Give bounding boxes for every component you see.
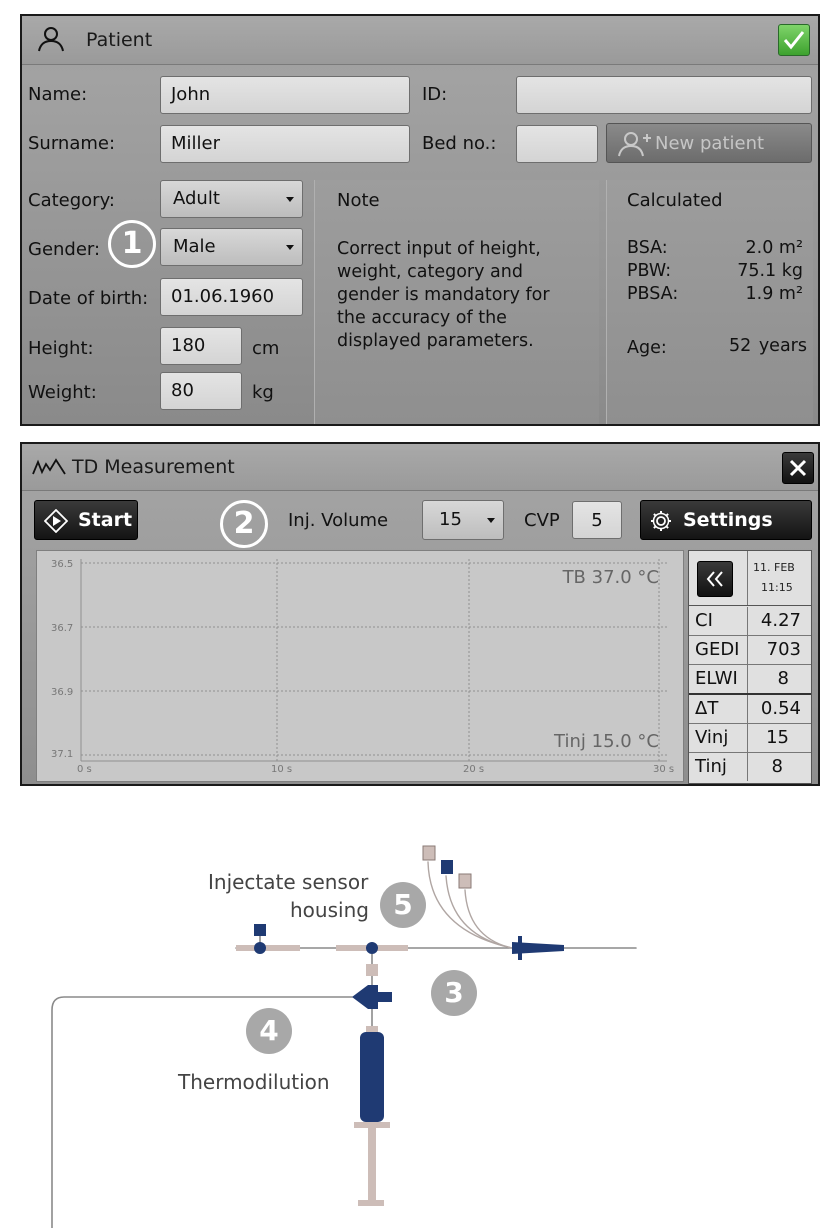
table-row — [689, 753, 811, 782]
callout-badge-2: 2 — [220, 500, 268, 548]
new-patient-label: New patient — [655, 133, 765, 154]
chevron-down-icon — [286, 245, 294, 250]
x-tick-label: 20 s — [463, 764, 485, 775]
stopcock-left — [254, 924, 266, 936]
note-title: Note — [337, 190, 380, 211]
row-label: GEDI — [695, 639, 740, 660]
inj-volume-dropdown[interactable] — [422, 500, 504, 540]
surname-label: Surname: — [28, 133, 116, 154]
close-icon — [783, 453, 813, 483]
gender-dropdown[interactable] — [160, 228, 303, 266]
note-line: the accuracy of the — [337, 308, 507, 328]
calculated-title: Calculated — [627, 190, 723, 211]
date-divider — [747, 551, 748, 605]
gender-label: Gender: — [28, 239, 101, 260]
id-label: ID: — [422, 84, 448, 105]
patient-panel — [20, 14, 820, 426]
patient-title: Patient — [86, 29, 153, 51]
start-button[interactable] — [34, 500, 138, 540]
category-value: Adult — [173, 188, 220, 209]
weight-unit: kg — [252, 382, 274, 403]
bed-field[interactable] — [516, 125, 598, 163]
height-field[interactable]: 180 — [160, 327, 242, 365]
tinj-label: Tinj 15.0 °C — [554, 731, 659, 752]
x-tick-label: 10 s — [271, 764, 293, 775]
note-text — [337, 238, 550, 353]
chevron-down-icon — [286, 197, 294, 202]
injectate-label-line1: Injectate sensor — [208, 870, 369, 894]
table-row — [689, 636, 811, 665]
row-value: 8 — [771, 756, 783, 777]
y-tick-label: 37.1 — [51, 749, 74, 760]
sensor-tube — [465, 890, 512, 948]
table-divider — [689, 605, 811, 606]
thermodilution-cable — [52, 997, 352, 1228]
callout-badge-3: 3 — [431, 970, 477, 1016]
pbw-label: PBW: — [627, 261, 672, 281]
results-table — [688, 550, 812, 784]
id-field[interactable] — [516, 76, 812, 114]
start-label: Start — [78, 509, 133, 531]
double-chevron-left-icon — [698, 562, 732, 596]
row-label: CI — [695, 610, 713, 631]
callout-badge-5: 5 — [380, 882, 426, 928]
name-field[interactable]: John — [160, 76, 410, 114]
new-patient-button[interactable] — [606, 123, 812, 163]
row-label: Tinj — [695, 756, 727, 777]
name-label: Name: — [28, 84, 88, 105]
weight-field[interactable]: 80 — [160, 372, 242, 410]
row-value: 4.27 — [760, 610, 801, 631]
table-row — [689, 724, 811, 753]
note-line: gender is mandatory for — [337, 285, 550, 305]
confirm-button[interactable] — [778, 24, 810, 56]
age-unit: years — [758, 336, 807, 356]
bsa-label: BSA: — [627, 238, 668, 258]
calculated-panel — [606, 180, 813, 424]
callout-badge-4: 4 — [246, 1008, 292, 1054]
pbw-value: 75.1 kg — [737, 261, 803, 281]
row-value: 0.54 — [760, 698, 801, 719]
category-dropdown[interactable] — [160, 180, 303, 218]
inj-volume-value: 15 — [439, 509, 462, 530]
td-title: TD Measurement — [72, 456, 235, 478]
add-person-icon — [615, 131, 655, 157]
gender-value: Male — [173, 236, 216, 257]
date-line: 11. FEB — [753, 561, 795, 574]
dob-label: Date of birth: — [28, 288, 149, 309]
row-value: 703 — [766, 639, 801, 660]
table-row — [689, 607, 811, 636]
row-value: 15 — [766, 727, 789, 748]
settings-label: Settings — [683, 509, 773, 531]
bsa-value: 2.0 m² — [745, 238, 803, 258]
surname-field[interactable]: Miller — [160, 125, 410, 163]
tb-label: TB 37.0 °C — [562, 567, 659, 588]
syringe-barrel — [360, 1032, 384, 1122]
syringe-plunger — [368, 1128, 376, 1200]
row-value: 8 — [777, 668, 789, 689]
note-line: displayed parameters. — [337, 331, 534, 351]
age-label: Age: — [627, 338, 667, 358]
table-row — [689, 695, 811, 724]
inj-volume-label: Inj. Volume — [288, 510, 389, 531]
gear-icon — [649, 509, 673, 533]
pbsa-value: 1.9 m² — [745, 284, 803, 304]
bed-label: Bed no.: — [422, 133, 497, 154]
patient-titlebar — [22, 16, 818, 65]
note-panel — [314, 180, 599, 424]
waveform-icon — [32, 458, 66, 476]
thermodilution-label: Thermodilution — [178, 1070, 330, 1094]
person-icon — [36, 26, 66, 52]
chevron-down-icon — [487, 518, 495, 523]
note-line: Correct input of height, — [337, 239, 541, 259]
age-value: 52 — [729, 336, 752, 356]
callout-badge-1: 1 — [108, 220, 156, 268]
row-label: Vinj — [695, 727, 729, 748]
time-line: 11:15 — [761, 581, 793, 594]
pbsa-label: PBSA: — [627, 284, 679, 304]
height-unit: cm — [252, 338, 280, 359]
cvp-field[interactable]: 5 — [572, 501, 622, 539]
td-chart — [36, 550, 684, 782]
x-tick-label: 30 s — [653, 764, 675, 775]
junction-node — [366, 942, 378, 954]
close-button[interactable] — [782, 452, 814, 484]
weight-label: Weight: — [28, 382, 97, 403]
start-icon — [44, 509, 68, 533]
settings-button[interactable] — [640, 500, 812, 540]
note-line: weight, category and — [337, 262, 523, 282]
checkmark-icon — [779, 25, 809, 55]
td-measurement-panel — [20, 442, 820, 786]
injectate-label-line2: housing — [290, 898, 369, 922]
height-label: Height: — [28, 338, 94, 359]
y-tick-label: 36.9 — [51, 687, 74, 698]
row-label: ELWI — [695, 668, 738, 689]
history-back-button[interactable] — [697, 561, 733, 597]
cvp-label: CVP — [524, 510, 560, 531]
row-label: ΔT — [695, 698, 719, 719]
injectate-sensor-housing — [352, 985, 378, 1009]
td-titlebar — [22, 444, 818, 491]
y-tick-label: 36.5 — [51, 559, 74, 570]
table-row — [689, 665, 811, 695]
category-label: Category: — [28, 190, 115, 211]
catheter-diagram — [0, 800, 840, 1228]
x-tick-label: 0 s — [77, 764, 92, 775]
y-tick-label: 36.7 — [51, 623, 74, 634]
dob-field[interactable]: 01.06.1960 — [160, 278, 303, 316]
